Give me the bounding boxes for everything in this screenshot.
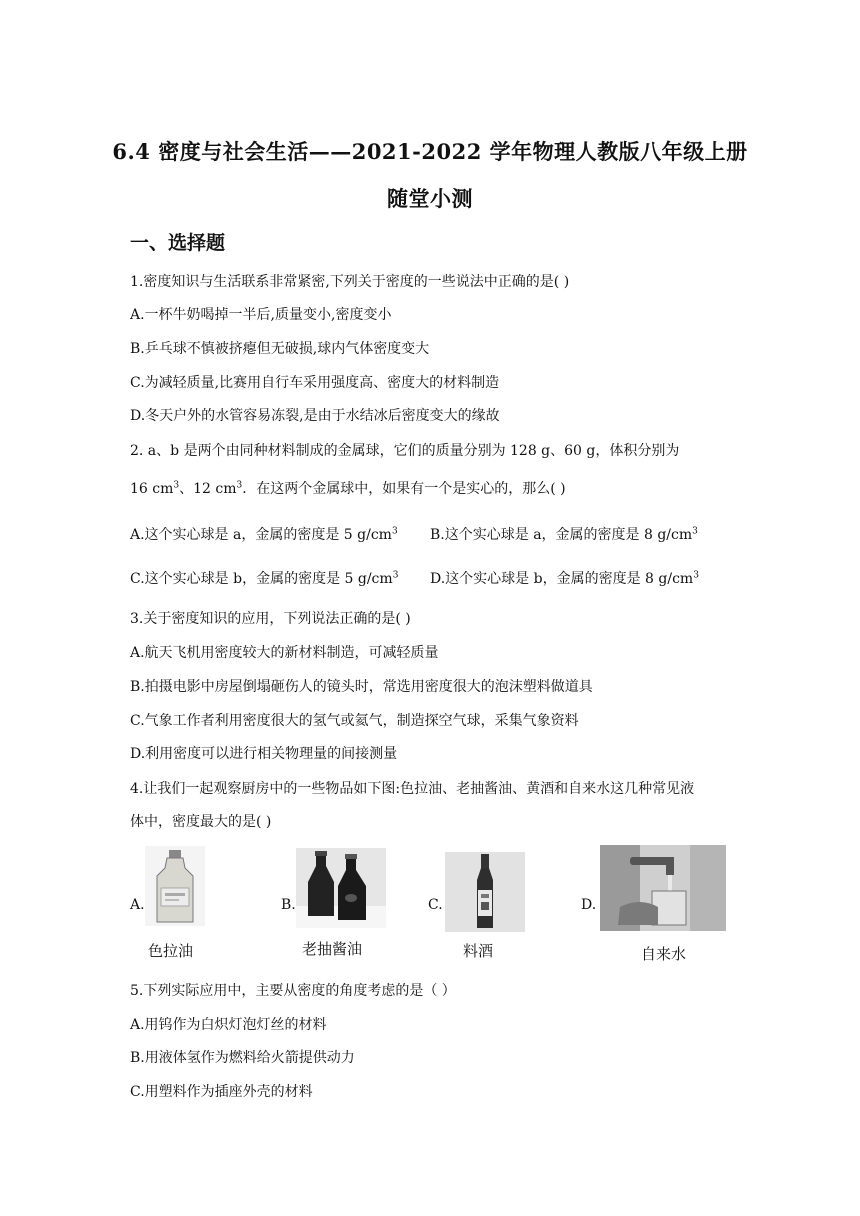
question-4-stem-line2: 体中，密度最大的是( ) (130, 814, 272, 830)
salad-oil-bottle-image (145, 846, 205, 926)
cooking-wine-image (445, 852, 525, 932)
question-2-stem-tail: ．在这两个金属球中，如果有一个是实心的，那么( ) (242, 481, 566, 497)
volume-b: 、12 cm (179, 481, 237, 497)
document-subtitle: 随堂小测 (387, 186, 473, 211)
question-5-option-c: C.用塑料作为插座外壳的材料 (130, 1084, 313, 1100)
question-1-stem: 1.密度知识与生活联系非常紧密,下列关于密度的一些说法中正确的是( ) (130, 274, 570, 290)
question-2-options-row2 (130, 568, 699, 588)
question-4-caption-d: 自来水 (641, 945, 687, 963)
question-5-option-a: A.用钨作为白炽灯泡灯丝的材料 (130, 1017, 327, 1033)
superscript: 3 (236, 480, 243, 491)
tap-water-image (600, 845, 726, 931)
question-2-stem: 2. a、b 是两个由同种材料制成的金属球，它们的质量分别为 128 g、60 g，体积分别为 (130, 443, 680, 459)
question-4-caption-c: 料酒 (463, 942, 494, 960)
question-4-option-b-letter: B. (281, 897, 296, 913)
question-3-option-b: B.拍摄电影中房屋倒塌砸伤人的镜头时，常选用密度很大的泡沫塑料做道具 (130, 679, 593, 695)
question-1-option-d: D.冬天户外的水管容易冻裂,是由于水结冰后密度变大的缘故 (130, 408, 500, 424)
question-4-option-c-letter: C. (428, 897, 443, 913)
question-3-stem: 3.关于密度知识的应用，下列说法正确的是( ) (130, 611, 411, 627)
question-5-option-b: B.用液体氢作为燃料给火箭提供动力 (130, 1050, 355, 1066)
question-3-option-a: A.航天飞机用密度较大的新材料制造，可减轻质量 (130, 645, 439, 661)
question-4-option-d-letter: D. (581, 897, 597, 913)
question-4-caption-a: 色拉油 (148, 942, 194, 960)
question-1-option-a: A.一杯牛奶喝掉一半后,质量变小,密度变小 (130, 307, 392, 323)
volume-a: 16 cm (130, 481, 174, 497)
question-2-option-b: B.这个实心球是 a，金属的密度是 8 $g/cm^3$ (430, 526, 698, 543)
question-3-option-d: D.利用密度可以进行相关物理量的间接测量 (130, 746, 398, 762)
question-2-options-row1 (130, 524, 698, 544)
question-1-option-b: B.乒乓球不慎被挤瘪但无破损,球内气体密度变大 (130, 341, 430, 357)
question-4-caption-b: 老抽酱油 (302, 940, 363, 958)
question-2-option-d: D.这个实心球是 b，金属的密度是 8 $g/cm^3$ (430, 570, 699, 587)
question-2-option-a: A.这个实心球是 a，金属的密度是 5 $g/cm^3$ (130, 526, 398, 543)
question-4-stem: 4.让我们一起观察厨房中的一些物品如下图:色拉油、老抽酱油、黄酒和自来水这几种常见液 (130, 781, 695, 797)
document-title: 6.4 密度与社会生活——2021-2022 学年物理人教版八年级上册 (112, 139, 748, 164)
soy-sauce-image (296, 848, 386, 928)
question-1-option-c: C.为减轻质量,比赛用自行车采用强度高、密度大的材料制造 (130, 375, 500, 391)
section-heading: 一、选择题 (130, 232, 226, 254)
question-2-option-c: C.这个实心球是 b，金属的密度是 5 $g/cm^3$ (130, 570, 399, 587)
question-5-stem: 5.下列实际应用中，主要从密度的角度考虑的是（ ） (130, 983, 456, 999)
question-2-stem-line2 (130, 478, 566, 498)
question-3-option-c: C.气象工作者利用密度很大的氢气或氦气，制造探空气球，采集气象资料 (130, 713, 579, 729)
question-4-option-a-letter: A. (130, 897, 145, 913)
superscript: 3 (173, 480, 180, 491)
